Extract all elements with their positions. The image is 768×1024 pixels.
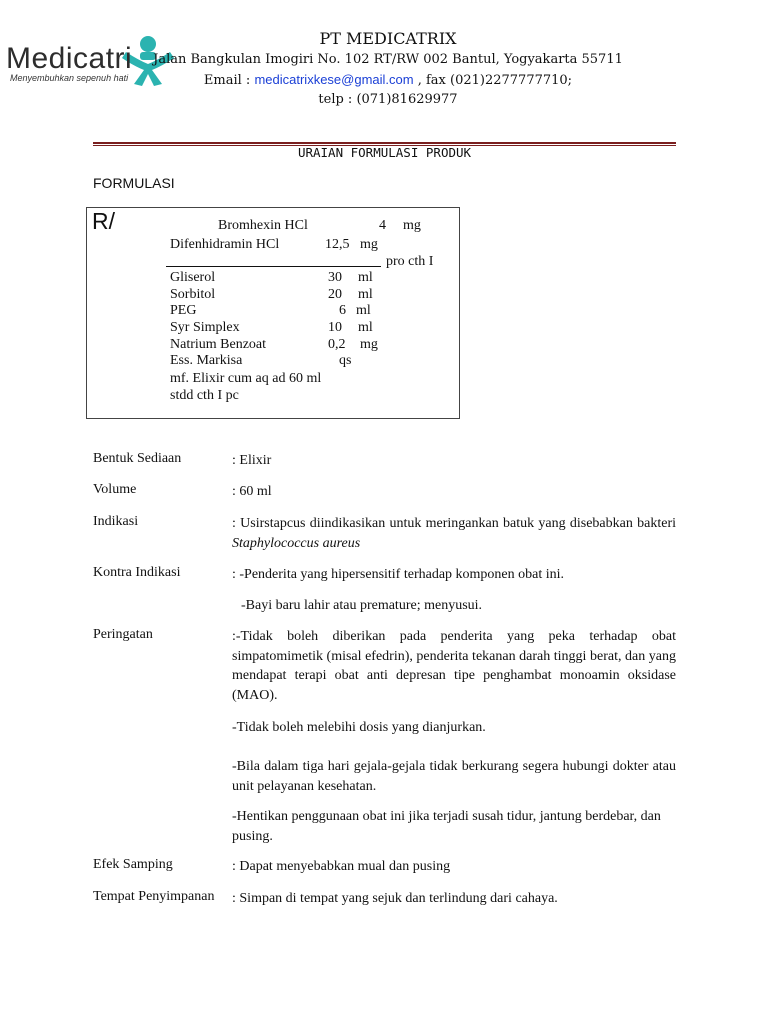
ingredient-unit: mg [403, 218, 421, 233]
company-contact [150, 72, 626, 88]
ingredient-name: Bromhexin HCl [218, 218, 308, 233]
ingredient-qty: 30 [328, 270, 342, 285]
formula-divider [166, 266, 381, 267]
ingredient-name: Ess. Markisa [170, 353, 243, 368]
ingredient-qty: 10 [328, 320, 342, 335]
value-peringatan-4: -Hentikan penggunaan obat ini jika terjadi susah tidur, jantung berdebar, dan pusing. [232, 809, 661, 844]
ingredient-qty: 6 [339, 303, 346, 318]
ingredient-unit: mg [360, 337, 378, 352]
value-kontra-1: : -Penderita yang hipersensitif terhadap komponen obat ini. [232, 567, 565, 582]
ingredient-name: Syr Simplex [170, 320, 240, 335]
ingredient-unit: ml [358, 270, 373, 285]
label-indikasi: Indikasi [93, 514, 139, 529]
logo-wordmark: Medicatri [6, 42, 133, 75]
pro-cth: pro cth I [386, 254, 434, 269]
section-label: FORMULASI [93, 175, 175, 191]
label-bentuk-sediaan: Bentuk Sediaan [93, 451, 182, 466]
formula-instruction: mf. Elixir cum aq ad 60 ml [170, 371, 322, 386]
ingredient-qty: 12,5 [325, 237, 350, 252]
ingredient-qty: 0,2 [328, 337, 346, 352]
ingredient-qty: 4 [379, 218, 386, 233]
ingredient-qty: qs [339, 353, 352, 368]
ingredient-name: Difenhidramin HCl [170, 237, 280, 252]
indikasi-bacteria: Staphylococcus aureus [232, 535, 361, 551]
rx-symbol: R/ [92, 208, 115, 234]
label-kontra-indikasi: Kontra Indikasi [93, 565, 181, 580]
formula-signa: stdd cth I pc [170, 388, 239, 403]
email-label: Email : [203, 73, 255, 88]
logo-tagline: Menyembuhkan sepenuh hati [10, 73, 129, 83]
fax-text: , fax (021)2277777710; [413, 73, 573, 88]
ingredient-unit: ml [356, 303, 371, 318]
value-peringatan-2: -Tidak boleh melebihi dosis yang dianjurkan. [232, 720, 486, 735]
label-efek-samping: Efek Samping [93, 857, 173, 872]
document-title: URAIAN FORMULASI PRODUK [297, 145, 472, 160]
ingredient-unit: ml [358, 320, 373, 335]
ingredient-qty: 20 [328, 287, 342, 302]
ingredient-name: PEG [170, 303, 197, 318]
value-volume: : 60 ml [232, 484, 272, 499]
header-rule [93, 142, 676, 144]
value-tempat-penyimpanan: : Simpan di tempat yang sejuk dan terlindung dari cahaya. [232, 891, 558, 906]
label-volume: Volume [93, 482, 137, 497]
company-address: Jalan Bangkulan Imogiri No. 102 RT/RW 002 Bantul, Yogyakarta 55711 [153, 52, 623, 67]
ingredient-name: Natrium Benzoat [170, 337, 267, 352]
ingredient-unit: ml [358, 287, 373, 302]
company-phone: telp : (071)81629977 [318, 92, 458, 107]
ingredient-name: Gliserol [170, 270, 216, 285]
label-peringatan: Peringatan [93, 627, 153, 642]
ingredient-name: Sorbitol [170, 287, 216, 302]
indikasi-text: : Usirstapcus diindikasikan untuk meringankan batuk yang disebabkan bakteri [232, 516, 676, 531]
company-name: PT MEDICATRIX [319, 29, 457, 48]
value-peringatan-1: :-Tidak boleh diberikan pada penderita yang peka terhadap obat simpatomimetik (misal efedrin), penderita tekanan darah tinggi berat, dan yang mendapat terapi obat anti depresan tipe penghambat monoamin oksidase (MAO). [232, 629, 676, 703]
ingredient-unit: mg [360, 237, 378, 252]
value-indikasi [232, 514, 676, 553]
email-link[interactable]: medicatrixkese@gmail.com [254, 72, 414, 87]
value-efek-samping: : Dapat menyebabkan mual dan pusing [232, 859, 451, 874]
value-bentuk-sediaan: : Elixir [232, 453, 272, 468]
value-peringatan-3: -Bila dalam tiga hari gejala-gejala tidak berkurang segera hubungi dokter atau unit pelayanan kesehatan. [232, 759, 676, 794]
label-tempat-penyimpanan: Tempat Penyimpanan [93, 889, 215, 904]
value-kontra-2: -Bayi baru lahir atau premature; menyusui. [241, 598, 483, 613]
